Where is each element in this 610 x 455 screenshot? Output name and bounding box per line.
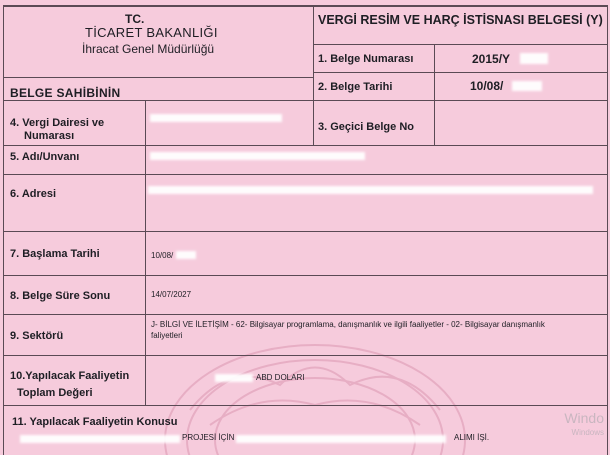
belge-sure-sonu-value: 14/07/2027: [151, 290, 192, 299]
line: [3, 355, 607, 356]
line: [3, 174, 607, 175]
redaction-mark: [215, 374, 253, 382]
line: [313, 44, 607, 45]
frame-top-line: [3, 5, 608, 7]
redaction-mark: [150, 114, 282, 122]
line: [434, 44, 435, 145]
line: [3, 77, 313, 78]
redaction-mark: [20, 435, 180, 443]
adresi-label: 6. Adresi: [10, 188, 57, 200]
baslama-tarihi-label: 7. Başlama Tarihi: [10, 248, 100, 260]
sektoru-value-line-1: J- BİLGİ VE İLETİŞİM - 62- Bilgisayar programlama, danışmanlık ve ilgili faaliyetler - 02- Bilgisayar danışmanlık: [151, 320, 545, 329]
redaction-mark: [520, 53, 548, 64]
belge-numarasi-value: 2015/Y: [472, 52, 511, 66]
toplam-deger-value: ABD DOLARI: [256, 373, 305, 382]
belge-tarihi-value: 10/08/: [470, 79, 504, 93]
line: [3, 275, 607, 276]
directorate-name: İhracat Genel Müdürlüğü: [82, 42, 215, 56]
header-divider-line: [313, 5, 314, 145]
line: [3, 145, 607, 146]
gecici-belge-label: 3. Geçici Belge No: [318, 121, 414, 133]
adi-unvani-label: 5. Adı/Unvanı: [10, 151, 80, 163]
tc-heading: TC.: [125, 12, 145, 26]
line: [3, 100, 313, 101]
baslama-tarihi-value: 10/08/: [151, 251, 174, 260]
toplam-deger-label-2: Toplam Değeri: [17, 387, 93, 399]
label-column-divider: [145, 100, 146, 405]
faaliyet-konusu-fragment-1: PROJESİ İÇİN: [182, 433, 235, 442]
belge-sure-sonu-label: 8. Belge Süre Sonu: [10, 290, 111, 302]
toplam-deger-label: 10.Yapılacak Faaliyetin: [10, 370, 130, 382]
certificate-title: VERGİ RESİM VE HARÇ İSTİSNASI BELGESİ (Y): [318, 13, 603, 27]
section-title: BELGE SAHİBİNİN: [10, 86, 121, 100]
windows-overlay-subtext: Windows: [571, 428, 604, 437]
vergi-dairesi-label: 4. Vergi Dairesi ve: [10, 117, 105, 129]
sektoru-label: 9. Sektörü: [10, 330, 64, 342]
line: [3, 314, 607, 315]
redaction-mark: [512, 81, 542, 91]
faaliyet-konusu-fragment-2: ALIMI İŞİ.: [454, 433, 490, 442]
line: [313, 100, 607, 101]
ministry-name: TİCARET BAKANLIĞI: [85, 25, 218, 40]
sektoru-value-line-2: faliyetleri: [151, 331, 183, 340]
frame-left-line: [3, 5, 4, 455]
vergi-dairesi-label-2: Numarası: [24, 130, 75, 142]
line: [313, 72, 607, 73]
frame-right-line: [607, 5, 608, 455]
redaction-mark: [148, 186, 593, 194]
line: [3, 231, 607, 232]
redaction-mark: [236, 435, 446, 443]
belge-numarasi-label: 1. Belge Numarası: [318, 53, 414, 65]
line: [3, 405, 607, 406]
redaction-mark: [150, 152, 365, 160]
windows-overlay-text: Windo: [564, 410, 604, 426]
faaliyet-konusu-label: 11. Yapılacak Faaliyetin Konusu: [12, 416, 178, 428]
belge-tarihi-label: 2. Belge Tarihi: [318, 81, 393, 93]
redaction-mark: [176, 251, 196, 259]
